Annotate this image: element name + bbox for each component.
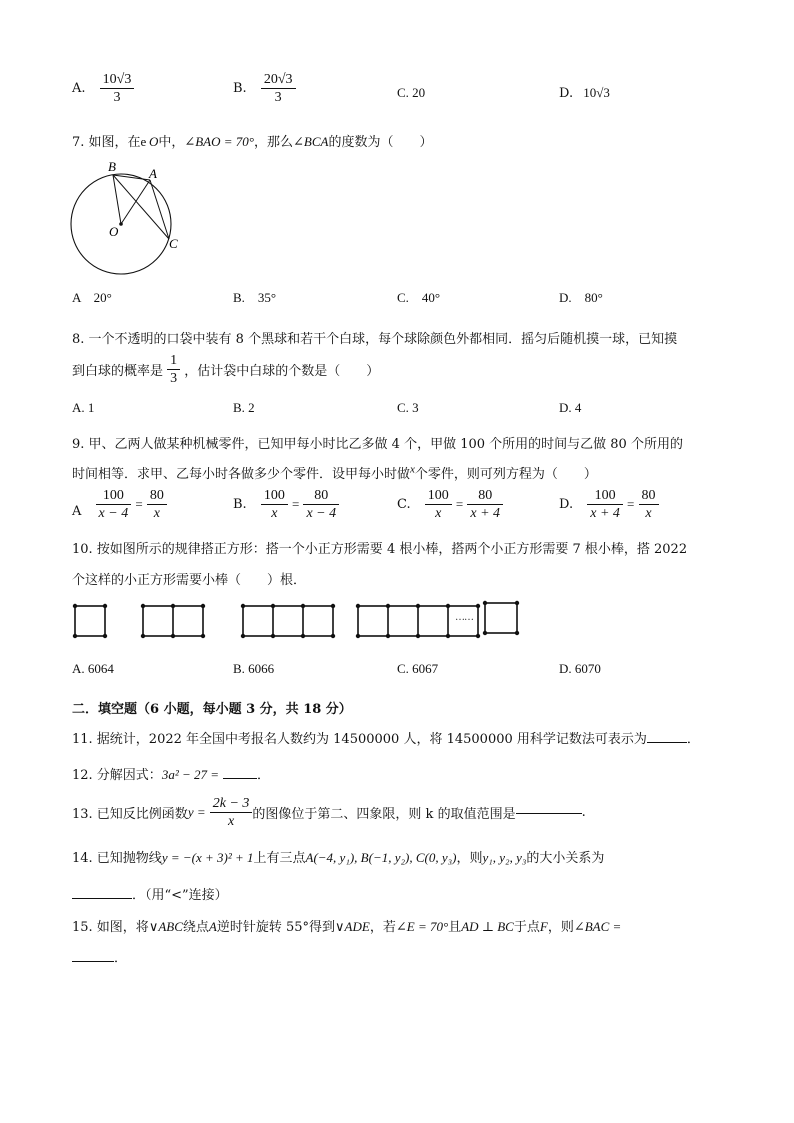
q9-c-ln: 100: [425, 488, 452, 505]
q13-den: x: [227, 814, 235, 829]
q7-stem-pre: 7. 如图，在: [72, 135, 141, 150]
q9-option-d: [559, 488, 659, 521]
q14-vars: y₁, y₂, y₃: [482, 850, 527, 865]
q9-c-ld: x: [435, 506, 442, 521]
q15-end: ．: [114, 951, 128, 966]
q6-option-a: [72, 72, 134, 105]
q12-expr: 3a² − 27 =: [161, 767, 220, 782]
q11-answer-blank: [647, 741, 687, 743]
q15-mid5: 于点: [513, 920, 540, 935]
q11-end: ．: [686, 732, 700, 747]
q8-fraction: [167, 353, 180, 386]
q10-option-b: B. 6066: [233, 661, 275, 676]
q10-option-c: C. 6067: [397, 661, 439, 676]
q10-line2: 个这样的小正方形需要小棒（ ）根．: [72, 573, 307, 588]
q7-angle-ask: ∠BCA: [293, 134, 329, 149]
q9-a-ln: 100: [96, 488, 132, 505]
q7-circle-symbol: e: [140, 134, 147, 149]
q15-line1: [72, 916, 621, 935]
q9-c-rd: x + 4: [470, 506, 501, 521]
section2-title: 二．填空题（6 小题，每小题 3 分，共 18 分）: [72, 702, 352, 717]
q9-c-label: C.: [397, 497, 411, 512]
q7-stem-post: ，那么: [253, 135, 293, 150]
q15-mid1: 绕点: [182, 920, 209, 935]
q7-label-b: B: [108, 159, 116, 174]
q13-num: 2k − 3: [210, 796, 253, 813]
q9-line2-post: 个零件，则可列方程为（ ）: [414, 467, 597, 482]
q6-a-denominator: 3: [113, 90, 121, 105]
q9-d-right-frac: [639, 488, 659, 521]
q7-option-b: B. 35°: [233, 290, 277, 305]
q12-end: ．: [257, 768, 271, 783]
q7-label-a: A: [149, 166, 157, 181]
q6-b-fraction: [261, 72, 296, 105]
q11-text: 11. 据统计，2022 年全国中考报名人数约为 14500000 人，将 14500000 用科学记数法可表示为: [72, 732, 647, 747]
q9-c-left-frac: [425, 488, 452, 521]
q15-mid3: ，若: [369, 920, 396, 935]
q12-answer-blank: [223, 777, 257, 779]
q13-pre: 13. 已知反比例函数: [72, 807, 188, 822]
q8-option-d: D. 4: [559, 400, 582, 415]
q6-d-value: 10√3: [583, 85, 610, 100]
q14-mid: 上有三点: [253, 851, 306, 866]
q6-option-d: [559, 85, 610, 101]
q9-c-right-frac: [467, 488, 503, 521]
q10-fig1: [75, 606, 105, 636]
q8-frac-den: 3: [170, 371, 178, 386]
q9-b-ld: x: [271, 506, 278, 521]
q10-option-d: D. 6070: [559, 661, 601, 676]
q9-d-rn: 80: [639, 488, 659, 505]
q6-d-label: D.: [559, 86, 574, 101]
q9-b-ln: 100: [261, 488, 288, 505]
q9-d-ln: 100: [587, 488, 623, 505]
q7-label-c: C: [169, 236, 178, 251]
q9-d-label: D.: [559, 497, 574, 512]
q9-a-ld: x − 4: [98, 506, 129, 521]
q7-angle-given: ∠BAO = 70°: [184, 134, 254, 149]
q15-tri2: ∨ADE: [335, 919, 370, 934]
q7-option-c: C. 40°: [397, 290, 441, 305]
q15-tri1: ∨ABC: [148, 919, 183, 934]
q8-option-b: B. 2: [233, 400, 255, 415]
q15-mid2: 逆时针旋转 55°得到: [216, 920, 336, 935]
q14-expr: y = −(x + 3)² + 1: [161, 850, 254, 865]
q9-option-c: [397, 488, 503, 521]
q9-option-b: [233, 488, 339, 521]
q9-c-equals: =: [455, 496, 464, 512]
q13: [72, 796, 586, 829]
q13-answer-blank: [516, 812, 582, 814]
q9-d-left-frac: [587, 488, 623, 521]
q13-fraction: [210, 796, 253, 829]
q13-post: 的图像位于第二、四象限，则 k 的取值范围是: [252, 807, 516, 822]
q15-mid6: ，则: [547, 920, 574, 935]
q9-line2: [72, 463, 597, 482]
q9-b-rd: x − 4: [306, 506, 337, 521]
q14-end: 的大小关系为: [526, 851, 605, 866]
q7-option-d: D. 80°: [559, 290, 603, 305]
q15-perp: AD ⊥ BC: [461, 919, 514, 934]
q6-a-fraction: [100, 72, 135, 105]
q6-b-label: B.: [233, 81, 247, 96]
q6-a-numerator: 10√3: [100, 72, 135, 89]
q9-a-right-frac: [147, 488, 167, 521]
q15-answer-blank: [72, 960, 114, 962]
q7-seg-ba: [113, 175, 150, 180]
q9-line1: 9. 甲、乙两人做某种机械零件，已知甲每小时比乙多做 4 个，甲做 100 个所用的时间与乙做 80 个所用的: [72, 437, 683, 452]
q9-a-equals: =: [135, 496, 143, 512]
q14-points: A(−4, y₁), B(−1, y₂), C(0, y₃): [305, 850, 457, 865]
q7-seg-bc: [113, 175, 169, 239]
q13-y: y =: [187, 804, 206, 820]
q9-line2-pre: 时间相等．求甲、乙每小时各做多少个零件．设甲每小时做: [72, 467, 411, 482]
q8-option-a: A. 1: [72, 400, 95, 415]
q10-ellipsis: ……: [455, 612, 473, 623]
q9-d-equals: =: [627, 496, 635, 512]
q7-stem: [72, 131, 432, 150]
q9-a-label: A: [72, 504, 82, 519]
q14-line1: [72, 847, 604, 866]
q9-b-right-frac: [303, 488, 339, 521]
q15-point-f: F: [539, 919, 548, 934]
q14-pre: 14. 已知抛物线: [72, 851, 162, 866]
q14-line2-text: ．（用“<”连接）: [132, 888, 228, 903]
q10-fig3: [243, 606, 333, 636]
q7-o-symbol: O: [148, 134, 159, 149]
q9-d-rd: x: [645, 506, 652, 521]
q14-post: ，则: [456, 851, 483, 866]
q14-line2: [72, 884, 228, 903]
q6-b-denominator: 3: [274, 90, 282, 105]
q7-stem-mid: 中，: [158, 135, 185, 150]
q8-line2-pre: 到白球的概率是: [72, 364, 164, 379]
q15-cond: ∠E = 70°: [395, 919, 449, 934]
q6-option-b: [233, 72, 296, 105]
q9-var-x: x: [410, 463, 415, 476]
q8-line2: [72, 353, 379, 386]
q7-circle-figure: [66, 158, 186, 280]
q7-option-a: A 20°: [72, 290, 112, 305]
q9-a-left-frac: [96, 488, 132, 521]
q15-ask: ∠BAC =: [573, 919, 622, 934]
q10-line1: 10. 按如图所示的规律搭正方形：搭一个小正方形需要 4 根小棒，搭两个小正方形需要 7 根小棒，搭 2022: [72, 542, 688, 557]
q10-fig-last: [485, 603, 517, 633]
q9-c-rn: 80: [467, 488, 503, 505]
q6-b-numerator: 20√3: [261, 72, 296, 89]
q7-stem-end: 的度数为（ ）: [328, 135, 433, 150]
q8-option-c: C. 3: [397, 400, 419, 415]
q9-d-ld: x + 4: [590, 506, 620, 521]
q15-line2: [72, 947, 127, 966]
q14-answer-blank: [72, 897, 132, 899]
q9-a-rn: 80: [147, 488, 167, 505]
q10-option-a: A. 6064: [72, 661, 114, 676]
q9-b-rn: 80: [303, 488, 339, 505]
q7-seg-oa: [121, 180, 150, 224]
q15-pre: 15. 如图，将: [72, 920, 149, 935]
q8-frac-num: 1: [167, 353, 180, 370]
q8-line1: 8. 一个不透明的口袋中装有 8 个黑球和若干个白球，每个球除颜色外都相同．摇匀后随机摸一球，已知摸: [72, 332, 678, 347]
q13-end: .: [581, 805, 586, 820]
q8-line2-post: ，估计袋中白球的个数是（ ）: [184, 364, 380, 379]
q9-b-left-frac: [261, 488, 288, 521]
q12-pre: 12. 分解因式：: [72, 768, 162, 783]
q9-option-a: [72, 488, 167, 521]
q9-a-rd: x: [153, 506, 160, 521]
q7-seg-ac: [150, 180, 169, 239]
q9-b-label: B.: [233, 497, 247, 512]
q12: [72, 764, 270, 783]
q6-a-label: A.: [72, 81, 86, 96]
q15-mid4: 且: [448, 920, 462, 935]
q7-label-o: O: [109, 224, 119, 239]
q6-option-c: C. 20: [397, 85, 426, 100]
q9-b-equals: =: [291, 496, 300, 512]
q15-point-a: A: [208, 919, 217, 934]
q11: [72, 728, 700, 747]
